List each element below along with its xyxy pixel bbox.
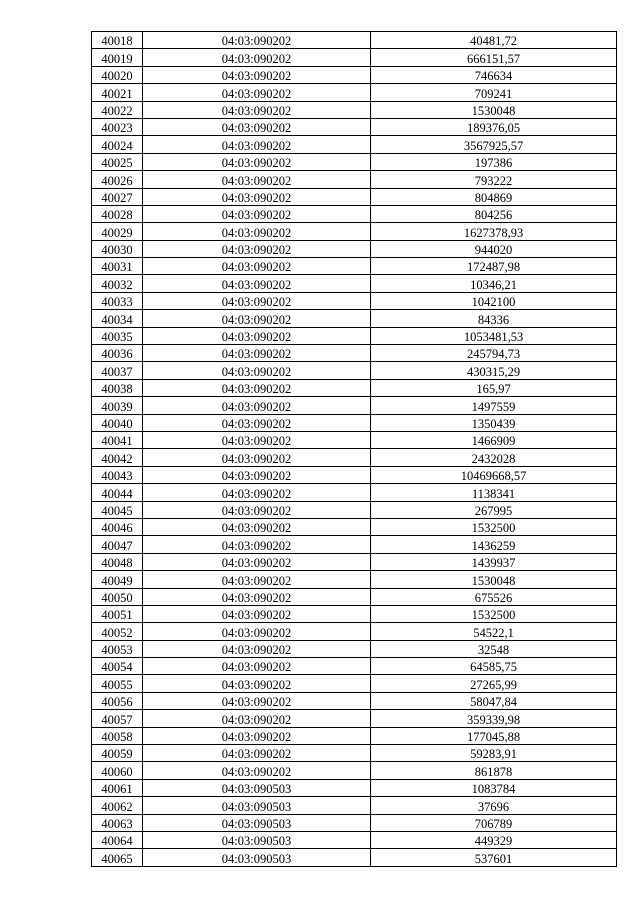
record-id-cell: 40064 — [92, 831, 143, 848]
table-row — [92, 414, 617, 431]
cadastral-code-cell: 04:03:090202 — [143, 588, 371, 605]
records-table — [91, 31, 617, 867]
value-cell: 1042100 — [371, 292, 617, 309]
record-id-cell: 40062 — [92, 797, 143, 814]
table-row — [92, 292, 617, 309]
table-row — [92, 727, 617, 744]
cadastral-code-cell: 04:03:090202 — [143, 762, 371, 779]
value-cell: 64585,75 — [371, 658, 617, 675]
records-body — [92, 32, 617, 867]
table-row — [92, 640, 617, 657]
record-id-cell: 40044 — [92, 484, 143, 501]
value-cell: 3567925,57 — [371, 136, 617, 153]
cadastral-code-cell: 04:03:090202 — [143, 484, 371, 501]
cadastral-code-cell: 04:03:090202 — [143, 501, 371, 518]
cadastral-code-cell: 04:03:090202 — [143, 327, 371, 344]
cadastral-code-cell: 04:03:090202 — [143, 745, 371, 762]
cadastral-code-cell: 04:03:090202 — [143, 379, 371, 396]
cadastral-code-cell: 04:03:090202 — [143, 223, 371, 240]
table-row — [92, 136, 617, 153]
value-cell: 1350439 — [371, 414, 617, 431]
value-cell: 1497559 — [371, 397, 617, 414]
table-row — [92, 188, 617, 205]
value-cell: 84336 — [371, 310, 617, 327]
record-id-cell: 40061 — [92, 779, 143, 796]
value-cell: 40481,72 — [371, 32, 617, 49]
value-cell: 861878 — [371, 762, 617, 779]
record-id-cell: 40065 — [92, 849, 143, 866]
value-cell: 2432028 — [371, 449, 617, 466]
record-id-cell: 40025 — [92, 153, 143, 170]
record-id-cell: 40055 — [92, 675, 143, 692]
value-cell: 1627378,93 — [371, 223, 617, 240]
record-id-cell: 40029 — [92, 223, 143, 240]
value-cell: 449329 — [371, 831, 617, 848]
value-cell: 197386 — [371, 153, 617, 170]
value-cell: 675526 — [371, 588, 617, 605]
cadastral-code-cell: 04:03:090202 — [143, 518, 371, 535]
cadastral-code-cell: 04:03:090202 — [143, 710, 371, 727]
value-cell: 709241 — [371, 84, 617, 101]
cadastral-code-cell: 04:03:090202 — [143, 49, 371, 66]
cadastral-code-cell: 04:03:090202 — [143, 658, 371, 675]
table-row — [92, 762, 617, 779]
record-id-cell: 40054 — [92, 658, 143, 675]
cadastral-code-cell: 04:03:090202 — [143, 449, 371, 466]
table-row — [92, 379, 617, 396]
table-row — [92, 501, 617, 518]
record-id-cell: 40059 — [92, 745, 143, 762]
table-row — [92, 779, 617, 796]
record-id-cell: 40023 — [92, 118, 143, 135]
value-cell: 1530048 — [371, 101, 617, 118]
record-id-cell: 40037 — [92, 362, 143, 379]
value-cell: 1530048 — [371, 571, 617, 588]
cadastral-code-cell: 04:03:090202 — [143, 536, 371, 553]
record-id-cell: 40052 — [92, 623, 143, 640]
table-row — [92, 327, 617, 344]
cadastral-code-cell: 04:03:090202 — [143, 345, 371, 362]
value-cell: 245794,73 — [371, 345, 617, 362]
value-cell: 1138341 — [371, 484, 617, 501]
record-id-cell: 40021 — [92, 84, 143, 101]
record-id-cell: 40033 — [92, 292, 143, 309]
cadastral-code-cell: 04:03:090503 — [143, 831, 371, 848]
table-row — [92, 118, 617, 135]
record-id-cell: 40028 — [92, 205, 143, 222]
table-row — [92, 49, 617, 66]
value-cell: 1532500 — [371, 605, 617, 622]
value-cell: 1083784 — [371, 779, 617, 796]
cadastral-code-cell: 04:03:090202 — [143, 171, 371, 188]
value-cell: 430315,29 — [371, 362, 617, 379]
cadastral-code-cell: 04:03:090202 — [143, 397, 371, 414]
table-row — [92, 66, 617, 83]
value-cell: 804869 — [371, 188, 617, 205]
table-row — [92, 814, 617, 831]
cadastral-code-cell: 04:03:090202 — [143, 623, 371, 640]
table-row — [92, 571, 617, 588]
value-cell: 537601 — [371, 849, 617, 866]
table-row — [92, 553, 617, 570]
record-id-cell: 40027 — [92, 188, 143, 205]
cadastral-code-cell: 04:03:090202 — [143, 292, 371, 309]
table-row — [92, 153, 617, 170]
value-cell: 10346,21 — [371, 275, 617, 292]
table-row — [92, 171, 617, 188]
cadastral-code-cell: 04:03:090202 — [143, 466, 371, 483]
value-cell: 267995 — [371, 501, 617, 518]
value-cell: 189376,05 — [371, 118, 617, 135]
value-cell: 10469668,57 — [371, 466, 617, 483]
cadastral-code-cell: 04:03:090503 — [143, 797, 371, 814]
record-id-cell: 40020 — [92, 66, 143, 83]
cadastral-code-cell: 04:03:090202 — [143, 101, 371, 118]
table-row — [92, 623, 617, 640]
value-cell: 1436259 — [371, 536, 617, 553]
record-id-cell: 40045 — [92, 501, 143, 518]
record-id-cell: 40022 — [92, 101, 143, 118]
cadastral-code-cell: 04:03:090202 — [143, 675, 371, 692]
cadastral-code-cell: 04:03:090202 — [143, 275, 371, 292]
table-row — [92, 849, 617, 866]
value-cell: 54522,1 — [371, 623, 617, 640]
record-id-cell: 40051 — [92, 605, 143, 622]
value-cell: 172487,98 — [371, 258, 617, 275]
record-id-cell: 40030 — [92, 240, 143, 257]
cadastral-code-cell: 04:03:090202 — [143, 362, 371, 379]
table-row — [92, 397, 617, 414]
table-row — [92, 431, 617, 448]
record-id-cell: 40041 — [92, 431, 143, 448]
value-cell: 27265,99 — [371, 675, 617, 692]
table-row — [92, 362, 617, 379]
cadastral-code-cell: 04:03:090202 — [143, 205, 371, 222]
table-row — [92, 310, 617, 327]
cadastral-code-cell: 04:03:090503 — [143, 779, 371, 796]
value-cell: 1532500 — [371, 518, 617, 535]
cadastral-code-cell: 04:03:090202 — [143, 84, 371, 101]
table-row — [92, 658, 617, 675]
record-id-cell: 40063 — [92, 814, 143, 831]
table-row — [92, 466, 617, 483]
table-row — [92, 240, 617, 257]
cadastral-code-cell: 04:03:090202 — [143, 258, 371, 275]
table-row — [92, 831, 617, 848]
record-id-cell: 40049 — [92, 571, 143, 588]
record-id-cell: 40056 — [92, 692, 143, 709]
value-cell: 59283,91 — [371, 745, 617, 762]
cadastral-code-cell: 04:03:090202 — [143, 692, 371, 709]
table-row — [92, 605, 617, 622]
value-cell: 37696 — [371, 797, 617, 814]
table-row — [92, 745, 617, 762]
table-row — [92, 797, 617, 814]
record-id-cell: 40019 — [92, 49, 143, 66]
table-row — [92, 258, 617, 275]
record-id-cell: 40040 — [92, 414, 143, 431]
cadastral-code-cell: 04:03:090202 — [143, 153, 371, 170]
value-cell: 804256 — [371, 205, 617, 222]
cadastral-code-cell: 04:03:090503 — [143, 814, 371, 831]
value-cell: 944020 — [371, 240, 617, 257]
cadastral-code-cell: 04:03:090202 — [143, 240, 371, 257]
record-id-cell: 40050 — [92, 588, 143, 605]
value-cell: 793222 — [371, 171, 617, 188]
record-id-cell: 40031 — [92, 258, 143, 275]
table-row — [92, 223, 617, 240]
cadastral-code-cell: 04:03:090202 — [143, 553, 371, 570]
cadastral-code-cell: 04:03:090202 — [143, 66, 371, 83]
record-id-cell: 40042 — [92, 449, 143, 466]
table-row — [92, 205, 617, 222]
cadastral-code-cell: 04:03:090202 — [143, 571, 371, 588]
record-id-cell: 40018 — [92, 32, 143, 49]
cadastral-code-cell: 04:03:090202 — [143, 32, 371, 49]
value-cell: 58047,84 — [371, 692, 617, 709]
table-row — [92, 275, 617, 292]
cadastral-code-cell: 04:03:090202 — [143, 727, 371, 744]
cadastral-code-cell: 04:03:090202 — [143, 431, 371, 448]
table-row — [92, 484, 617, 501]
table-row — [92, 101, 617, 118]
record-id-cell: 40047 — [92, 536, 143, 553]
value-cell: 666151,57 — [371, 49, 617, 66]
record-id-cell: 40060 — [92, 762, 143, 779]
table-row — [92, 449, 617, 466]
value-cell: 32548 — [371, 640, 617, 657]
record-id-cell: 40053 — [92, 640, 143, 657]
value-cell: 177045,88 — [371, 727, 617, 744]
cadastral-code-cell: 04:03:090202 — [143, 640, 371, 657]
value-cell: 359339,98 — [371, 710, 617, 727]
table-row — [92, 675, 617, 692]
cadastral-code-cell: 04:03:090202 — [143, 605, 371, 622]
table-row — [92, 518, 617, 535]
cadastral-code-cell: 04:03:090202 — [143, 414, 371, 431]
cadastral-code-cell: 04:03:090503 — [143, 849, 371, 866]
table-row — [92, 588, 617, 605]
record-id-cell: 40038 — [92, 379, 143, 396]
record-id-cell: 40035 — [92, 327, 143, 344]
record-id-cell: 40043 — [92, 466, 143, 483]
value-cell: 165,97 — [371, 379, 617, 396]
value-cell: 1053481,53 — [371, 327, 617, 344]
table-row — [92, 345, 617, 362]
record-id-cell: 40058 — [92, 727, 143, 744]
cadastral-code-cell: 04:03:090202 — [143, 118, 371, 135]
record-id-cell: 40032 — [92, 275, 143, 292]
record-id-cell: 40026 — [92, 171, 143, 188]
cadastral-code-cell: 04:03:090202 — [143, 188, 371, 205]
record-id-cell: 40039 — [92, 397, 143, 414]
value-cell: 706789 — [371, 814, 617, 831]
record-id-cell: 40034 — [92, 310, 143, 327]
table-row — [92, 84, 617, 101]
table-row — [92, 692, 617, 709]
record-id-cell: 40046 — [92, 518, 143, 535]
value-cell: 1439937 — [371, 553, 617, 570]
record-id-cell: 40057 — [92, 710, 143, 727]
record-id-cell: 40024 — [92, 136, 143, 153]
cadastral-code-cell: 04:03:090202 — [143, 310, 371, 327]
table-row — [92, 32, 617, 49]
value-cell: 1466909 — [371, 431, 617, 448]
record-id-cell: 40048 — [92, 553, 143, 570]
table-row — [92, 710, 617, 727]
value-cell: 746634 — [371, 66, 617, 83]
record-id-cell: 40036 — [92, 345, 143, 362]
cadastral-code-cell: 04:03:090202 — [143, 136, 371, 153]
table-row — [92, 536, 617, 553]
